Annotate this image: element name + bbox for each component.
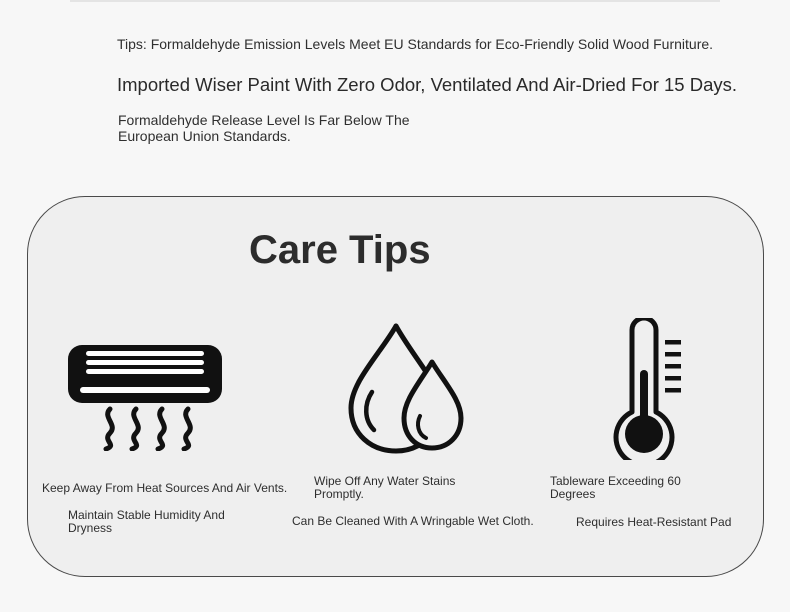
wet-cloth-label: Can Be Cleaned With A Wringable Wet Cloth. [292, 514, 534, 528]
humidity-label: Maintain Stable Humidity And Dryness [68, 508, 225, 535]
water-drops-icon [346, 320, 466, 456]
care-tips-title: Care Tips [249, 228, 431, 272]
heat-sources-label: Keep Away From Heat Sources And Air Vents. [42, 481, 288, 495]
paint-headline: Imported Wiser Paint With Zero Odor, Ventilated And Air-Dried For 15 Days. [117, 74, 738, 95]
emission-tip: Tips: Formaldehyde Emission Levels Meet EU Standards for Eco-Friendly Solid Wood Furniture. [117, 36, 714, 52]
thermometer-icon [610, 318, 686, 460]
heat-pad-label: Requires Heat-Resistant Pad [576, 515, 732, 529]
top-divider [70, 0, 720, 2]
air-conditioner-icon [66, 343, 224, 451]
tableware-label: Tableware Exceeding 60 Degrees [550, 474, 681, 501]
release-level-note: Formaldehyde Release Level Is Far Below The European Union Standards. [118, 112, 410, 144]
water-stains-label: Wipe Off Any Water Stains Promptly. [314, 474, 456, 501]
